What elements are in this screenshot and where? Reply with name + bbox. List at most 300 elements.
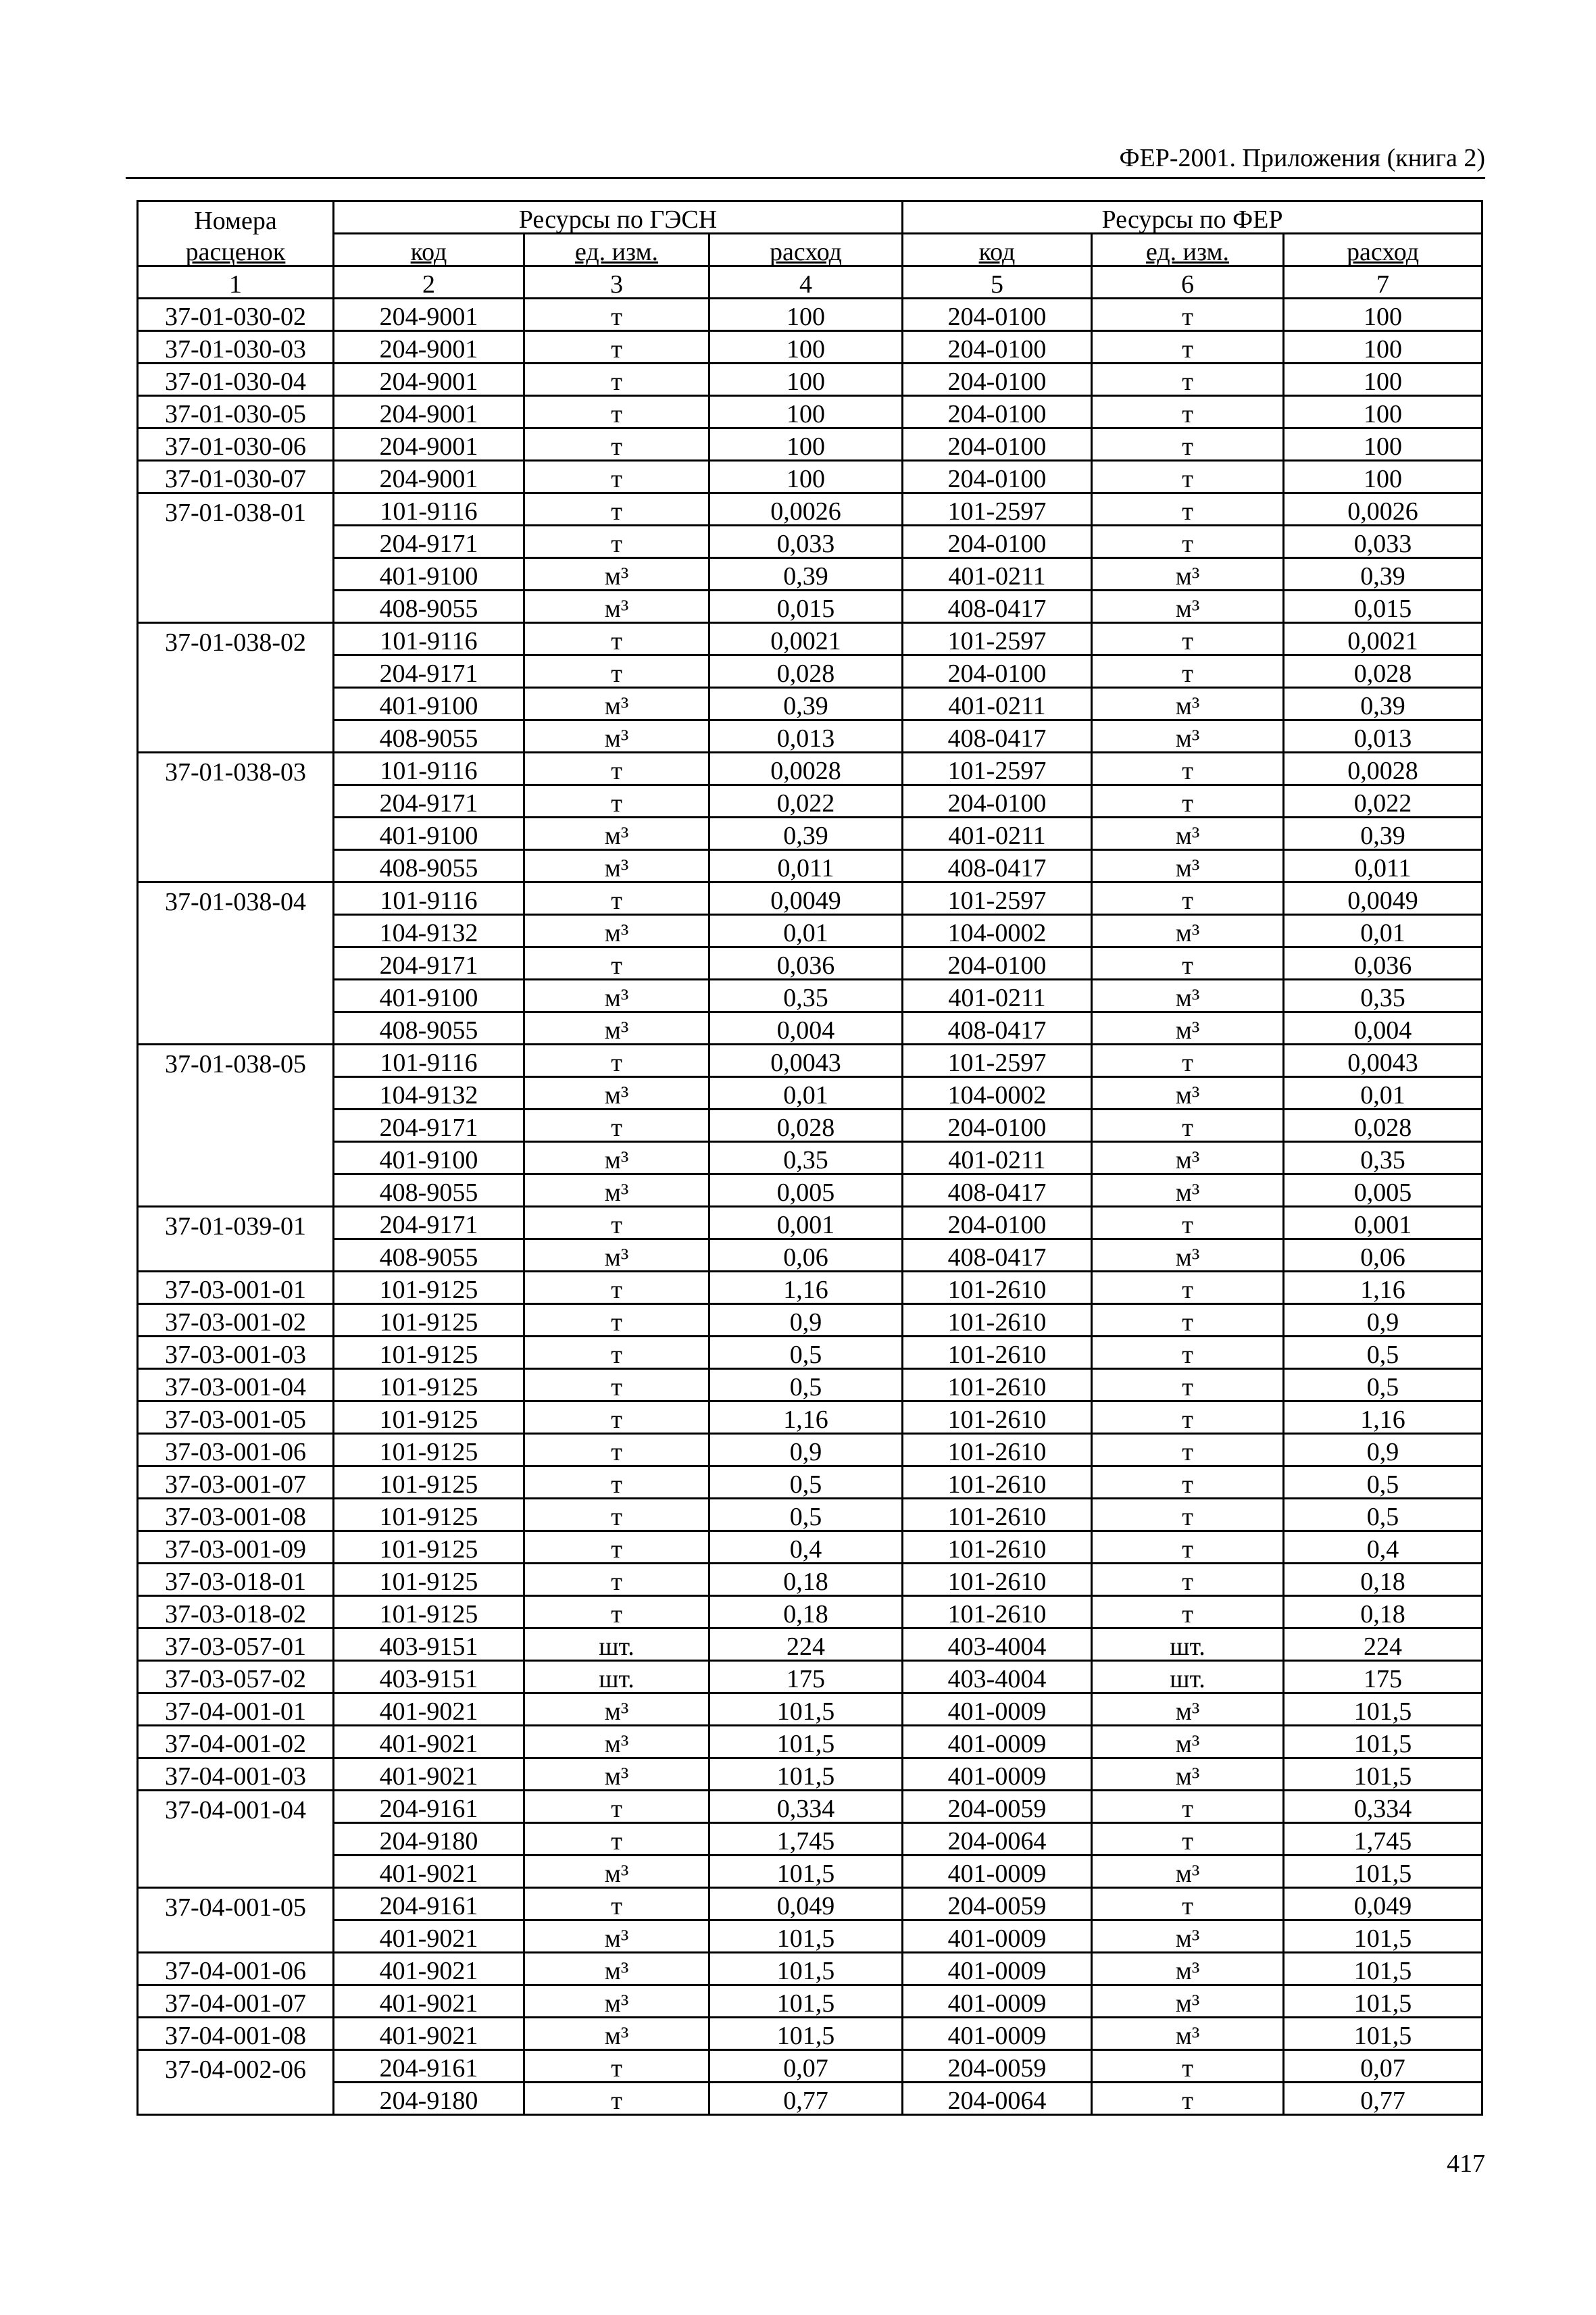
fer-unit-cell: т xyxy=(1092,1434,1284,1466)
gesn-amount-cell: 0,015 xyxy=(709,591,903,623)
gesn-unit-cell: т xyxy=(524,2083,709,2115)
header-gesn-code: код xyxy=(334,234,524,266)
table-row xyxy=(138,1499,1482,1531)
rate-number-cell: 37-01-030-05 xyxy=(138,396,334,428)
table-row xyxy=(138,1401,1482,1434)
gesn-unit-cell: т xyxy=(524,1207,709,1239)
fer-amount-cell: 101,5 xyxy=(1284,1758,1482,1791)
table-row xyxy=(138,461,1482,493)
fer-amount-cell: 0,01 xyxy=(1284,1077,1482,1110)
gesn-unit-cell: т xyxy=(524,1823,709,1856)
rate-number-cell: 37-04-001-04 xyxy=(138,1791,334,1823)
rate-number-cell: 37-03-057-01 xyxy=(138,1628,334,1661)
fer-code-cell: 204-0100 xyxy=(903,428,1092,461)
table-row xyxy=(138,1888,1482,1920)
gesn-unit-cell: т xyxy=(524,526,709,558)
rate-number-cell xyxy=(138,1920,334,1953)
gesn-code-cell: 401-9021 xyxy=(334,1693,524,1726)
fer-unit-cell: м³ xyxy=(1092,1239,1284,1272)
fer-unit-cell: т xyxy=(1092,396,1284,428)
gesn-amount-cell: 0,001 xyxy=(709,1207,903,1239)
gesn-amount-cell: 100 xyxy=(709,364,903,396)
fer-amount-cell: 0,0049 xyxy=(1284,882,1482,915)
gesn-amount-cell: 0,39 xyxy=(709,558,903,591)
fer-amount-cell: 101,5 xyxy=(1284,2018,1482,2050)
gesn-unit-cell: шт. xyxy=(524,1661,709,1693)
gesn-code-cell: 101-9125 xyxy=(334,1531,524,1564)
rate-number-cell: 37-03-018-01 xyxy=(138,1564,334,1596)
gesn-unit-cell: м³ xyxy=(524,688,709,720)
gesn-unit-cell: т xyxy=(524,1045,709,1077)
gesn-amount-cell: 0,77 xyxy=(709,2083,903,2115)
fer-code-cell: 204-0059 xyxy=(903,1888,1092,1920)
table-row xyxy=(138,1823,1482,1856)
column-number-4: 4 xyxy=(709,266,903,299)
header-number-line2: расценок xyxy=(138,234,334,266)
fer-amount-cell: 101,5 xyxy=(1284,1985,1482,2018)
gesn-code-cell: 408-9055 xyxy=(334,720,524,753)
fer-code-cell: 401-0009 xyxy=(903,1758,1092,1791)
rate-number-cell xyxy=(138,1110,334,1142)
fer-unit-cell: т xyxy=(1092,753,1284,785)
gesn-unit-cell: м³ xyxy=(524,558,709,591)
table-row xyxy=(138,1272,1482,1304)
table-row xyxy=(138,1012,1482,1045)
gesn-unit-cell: т xyxy=(524,1466,709,1499)
gesn-unit-cell: т xyxy=(524,947,709,980)
fer-amount-cell: 101,5 xyxy=(1284,1856,1482,1888)
gesn-amount-cell: 0,39 xyxy=(709,818,903,850)
table-row xyxy=(138,331,1482,364)
fer-unit-cell: т xyxy=(1092,1564,1284,1596)
rate-number-cell xyxy=(138,526,334,558)
fer-amount-cell: 0,35 xyxy=(1284,980,1482,1012)
rate-number-cell: 37-04-001-05 xyxy=(138,1888,334,1920)
rate-number-cell xyxy=(138,818,334,850)
gesn-amount-cell: 0,049 xyxy=(709,1888,903,1920)
fer-code-cell: 104-0002 xyxy=(903,915,1092,947)
fer-code-cell: 204-0100 xyxy=(903,526,1092,558)
fer-amount-cell: 0,005 xyxy=(1284,1174,1482,1207)
gesn-unit-cell: т xyxy=(524,785,709,818)
fer-unit-cell: м³ xyxy=(1092,1758,1284,1791)
column-number-1: 1 xyxy=(138,266,334,299)
gesn-code-cell: 204-9171 xyxy=(334,1207,524,1239)
rate-number-cell: 37-01-030-06 xyxy=(138,428,334,461)
gesn-code-cell: 101-9125 xyxy=(334,1369,524,1401)
fer-amount-cell: 0,5 xyxy=(1284,1499,1482,1531)
table-row xyxy=(138,947,1482,980)
table-row xyxy=(138,1077,1482,1110)
table-row xyxy=(138,2050,1482,2083)
column-number-6: 6 xyxy=(1092,266,1284,299)
fer-amount-cell: 0,0043 xyxy=(1284,1045,1482,1077)
table-row xyxy=(138,753,1482,785)
rate-number-cell: 37-03-001-01 xyxy=(138,1272,334,1304)
table-row xyxy=(138,785,1482,818)
gesn-code-cell: 101-9116 xyxy=(334,882,524,915)
fer-amount-cell: 0,9 xyxy=(1284,1304,1482,1337)
fer-amount-cell: 100 xyxy=(1284,299,1482,331)
fer-unit-cell: т xyxy=(1092,1499,1284,1531)
gesn-code-cell: 204-9001 xyxy=(334,461,524,493)
gesn-amount-cell: 101,5 xyxy=(709,2018,903,2050)
fer-amount-cell: 0,004 xyxy=(1284,1012,1482,1045)
rate-number-cell: 37-01-030-04 xyxy=(138,364,334,396)
gesn-amount-cell: 100 xyxy=(709,299,903,331)
gesn-unit-cell: т xyxy=(524,461,709,493)
gesn-unit-cell: т xyxy=(524,1272,709,1304)
fer-unit-cell: м³ xyxy=(1092,2018,1284,2050)
gesn-unit-cell: м³ xyxy=(524,1174,709,1207)
gesn-code-cell: 204-9171 xyxy=(334,655,524,688)
fer-amount-cell: 0,01 xyxy=(1284,915,1482,947)
fer-code-cell: 101-2610 xyxy=(903,1499,1092,1531)
gesn-code-cell: 204-9180 xyxy=(334,1823,524,1856)
gesn-unit-cell: м³ xyxy=(524,1077,709,1110)
fer-amount-cell: 0,07 xyxy=(1284,2050,1482,2083)
gesn-code-cell: 401-9100 xyxy=(334,980,524,1012)
gesn-code-cell: 408-9055 xyxy=(334,1239,524,1272)
table-row xyxy=(138,2018,1482,2050)
table-row xyxy=(138,364,1482,396)
fer-code-cell: 101-2610 xyxy=(903,1304,1092,1337)
rate-number-cell: 37-03-001-02 xyxy=(138,1304,334,1337)
fer-amount-cell: 0,001 xyxy=(1284,1207,1482,1239)
fer-unit-cell: м³ xyxy=(1092,1693,1284,1726)
gesn-amount-cell: 101,5 xyxy=(709,1758,903,1791)
gesn-amount-cell: 100 xyxy=(709,428,903,461)
fer-code-cell: 101-2610 xyxy=(903,1337,1092,1369)
fer-amount-cell: 0,18 xyxy=(1284,1596,1482,1628)
fer-unit-cell: шт. xyxy=(1092,1628,1284,1661)
gesn-code-cell: 101-9125 xyxy=(334,1337,524,1369)
gesn-code-cell: 104-9132 xyxy=(334,1077,524,1110)
table-row xyxy=(138,1207,1482,1239)
gesn-amount-cell: 0,07 xyxy=(709,2050,903,2083)
fer-unit-cell: м³ xyxy=(1092,1142,1284,1174)
gesn-amount-cell: 0,011 xyxy=(709,850,903,882)
table-row xyxy=(138,1693,1482,1726)
gesn-amount-cell: 0,35 xyxy=(709,980,903,1012)
fer-code-cell: 408-0417 xyxy=(903,1012,1092,1045)
table-row xyxy=(138,1045,1482,1077)
gesn-unit-cell: м³ xyxy=(524,1239,709,1272)
fer-code-cell: 101-2597 xyxy=(903,1045,1092,1077)
gesn-code-cell: 101-9125 xyxy=(334,1401,524,1434)
fer-unit-cell: т xyxy=(1092,331,1284,364)
fer-amount-cell: 1,16 xyxy=(1284,1401,1482,1434)
rate-number-cell xyxy=(138,1174,334,1207)
gesn-code-cell: 403-9151 xyxy=(334,1661,524,1693)
fer-amount-cell: 0,39 xyxy=(1284,688,1482,720)
rate-number-cell: 37-03-057-02 xyxy=(138,1661,334,1693)
gesn-amount-cell: 0,004 xyxy=(709,1012,903,1045)
fer-unit-cell: м³ xyxy=(1092,1726,1284,1758)
fer-unit-cell: т xyxy=(1092,1110,1284,1142)
fer-amount-cell: 0,9 xyxy=(1284,1434,1482,1466)
gesn-unit-cell: т xyxy=(524,364,709,396)
rate-number-cell: 37-01-038-05 xyxy=(138,1045,334,1077)
gesn-unit-cell: м³ xyxy=(524,1920,709,1953)
fer-unit-cell: т xyxy=(1092,299,1284,331)
rate-number-cell xyxy=(138,1856,334,1888)
gesn-code-cell: 401-9021 xyxy=(334,1985,524,2018)
rate-number-cell: 37-01-038-01 xyxy=(138,493,334,526)
gesn-unit-cell: т xyxy=(524,1791,709,1823)
rate-number-cell: 37-01-038-03 xyxy=(138,753,334,785)
rate-number-cell: 37-04-001-03 xyxy=(138,1758,334,1791)
gesn-amount-cell: 0,18 xyxy=(709,1564,903,1596)
table-row xyxy=(138,493,1482,526)
table-row xyxy=(138,1791,1482,1823)
gesn-amount-cell: 0,18 xyxy=(709,1596,903,1628)
rate-number-cell xyxy=(138,1823,334,1856)
gesn-unit-cell: м³ xyxy=(524,720,709,753)
table-row xyxy=(138,1596,1482,1628)
gesn-unit-cell: м³ xyxy=(524,1985,709,2018)
fer-unit-cell: м³ xyxy=(1092,688,1284,720)
gesn-unit-cell: т xyxy=(524,1434,709,1466)
rate-number-cell xyxy=(138,2083,334,2115)
fer-unit-cell: м³ xyxy=(1092,1856,1284,1888)
gesn-amount-cell: 0,01 xyxy=(709,1077,903,1110)
gesn-unit-cell: т xyxy=(524,1337,709,1369)
fer-unit-cell: т xyxy=(1092,655,1284,688)
gesn-amount-cell: 1,745 xyxy=(709,1823,903,1856)
rate-number-cell xyxy=(138,1142,334,1174)
gesn-code-cell: 101-9125 xyxy=(334,1564,524,1596)
fer-code-cell: 408-0417 xyxy=(903,591,1092,623)
fer-amount-cell: 1,16 xyxy=(1284,1272,1482,1304)
rate-number-cell: 37-04-001-08 xyxy=(138,2018,334,2050)
gesn-unit-cell: т xyxy=(524,1304,709,1337)
column-number-2: 2 xyxy=(334,266,524,299)
fer-code-cell: 204-0100 xyxy=(903,299,1092,331)
rate-number-cell xyxy=(138,947,334,980)
gesn-unit-cell: т xyxy=(524,753,709,785)
fer-unit-cell: м³ xyxy=(1092,1953,1284,1985)
rate-number-cell: 37-03-001-04 xyxy=(138,1369,334,1401)
gesn-unit-cell: т xyxy=(524,655,709,688)
rate-number-cell: 37-03-018-02 xyxy=(138,1596,334,1628)
fer-unit-cell: т xyxy=(1092,493,1284,526)
fer-unit-cell: т xyxy=(1092,364,1284,396)
gesn-amount-cell: 0,334 xyxy=(709,1791,903,1823)
fer-unit-cell: т xyxy=(1092,1596,1284,1628)
gesn-code-cell: 401-9100 xyxy=(334,818,524,850)
table-row xyxy=(138,850,1482,882)
fer-code-cell: 204-0059 xyxy=(903,2050,1092,2083)
gesn-amount-cell: 0,022 xyxy=(709,785,903,818)
gesn-amount-cell: 0,0049 xyxy=(709,882,903,915)
page-number: 417 xyxy=(1447,2149,1485,2178)
gesn-code-cell: 101-9125 xyxy=(334,1596,524,1628)
fer-unit-cell: т xyxy=(1092,1337,1284,1369)
rate-number-cell: 37-03-001-06 xyxy=(138,1434,334,1466)
gesn-unit-cell: м³ xyxy=(524,818,709,850)
rate-number-cell: 37-04-001-07 xyxy=(138,1985,334,2018)
table-row xyxy=(138,1985,1482,2018)
rate-number-cell: 37-03-001-03 xyxy=(138,1337,334,1369)
fer-unit-cell: шт. xyxy=(1092,1661,1284,1693)
gesn-code-cell: 204-9161 xyxy=(334,1888,524,1920)
fer-amount-cell: 101,5 xyxy=(1284,1726,1482,1758)
fer-code-cell: 408-0417 xyxy=(903,720,1092,753)
rate-number-cell xyxy=(138,720,334,753)
gesn-amount-cell: 101,5 xyxy=(709,1693,903,1726)
fer-amount-cell: 0,5 xyxy=(1284,1466,1482,1499)
gesn-amount-cell: 101,5 xyxy=(709,1920,903,1953)
fer-code-cell: 204-0100 xyxy=(903,396,1092,428)
fer-amount-cell: 0,35 xyxy=(1284,1142,1482,1174)
fer-amount-cell: 0,0021 xyxy=(1284,623,1482,655)
fer-code-cell: 204-0100 xyxy=(903,1110,1092,1142)
fer-unit-cell: т xyxy=(1092,428,1284,461)
rate-number-cell: 37-01-038-02 xyxy=(138,623,334,655)
header-fer-amount: расход xyxy=(1284,234,1482,266)
gesn-code-cell: 204-9171 xyxy=(334,1110,524,1142)
table-row xyxy=(138,1726,1482,1758)
gesn-code-cell: 401-9100 xyxy=(334,688,524,720)
fer-unit-cell: т xyxy=(1092,526,1284,558)
header-gesn-amount: расход xyxy=(709,234,903,266)
fer-unit-cell: т xyxy=(1092,1401,1284,1434)
fer-amount-cell: 0,5 xyxy=(1284,1369,1482,1401)
gesn-code-cell: 401-9100 xyxy=(334,1142,524,1174)
fer-amount-cell: 0,028 xyxy=(1284,655,1482,688)
rate-number-cell xyxy=(138,1012,334,1045)
rate-number-cell xyxy=(138,1077,334,1110)
gesn-amount-cell: 0,5 xyxy=(709,1337,903,1369)
fer-unit-cell: м³ xyxy=(1092,591,1284,623)
fer-unit-cell: м³ xyxy=(1092,850,1284,882)
gesn-code-cell: 401-9021 xyxy=(334,1726,524,1758)
fer-amount-cell: 175 xyxy=(1284,1661,1482,1693)
rate-number-cell xyxy=(138,558,334,591)
gesn-amount-cell: 0,5 xyxy=(709,1466,903,1499)
gesn-amount-cell: 0,033 xyxy=(709,526,903,558)
table-row xyxy=(138,980,1482,1012)
gesn-amount-cell: 100 xyxy=(709,461,903,493)
table-row xyxy=(138,1758,1482,1791)
fer-code-cell: 204-0064 xyxy=(903,1823,1092,1856)
gesn-amount-cell: 0,39 xyxy=(709,688,903,720)
gesn-amount-cell: 0,4 xyxy=(709,1531,903,1564)
table-row xyxy=(138,1434,1482,1466)
gesn-amount-cell: 101,5 xyxy=(709,1856,903,1888)
fer-code-cell: 403-4004 xyxy=(903,1628,1092,1661)
gesn-code-cell: 403-9151 xyxy=(334,1628,524,1661)
fer-unit-cell: т xyxy=(1092,1272,1284,1304)
fer-code-cell: 204-0100 xyxy=(903,947,1092,980)
fer-unit-cell: м³ xyxy=(1092,1985,1284,2018)
rate-number-cell: 37-03-001-07 xyxy=(138,1466,334,1499)
gesn-amount-cell: 101,5 xyxy=(709,1953,903,1985)
gesn-amount-cell: 101,5 xyxy=(709,1985,903,2018)
gesn-unit-cell: т xyxy=(524,623,709,655)
fer-amount-cell: 0,334 xyxy=(1284,1791,1482,1823)
gesn-unit-cell: м³ xyxy=(524,915,709,947)
rate-number-cell xyxy=(138,591,334,623)
gesn-code-cell: 101-9125 xyxy=(334,1304,524,1337)
fer-code-cell: 101-2610 xyxy=(903,1564,1092,1596)
fer-amount-cell: 0,0026 xyxy=(1284,493,1482,526)
rate-number-cell xyxy=(138,915,334,947)
table-row xyxy=(138,1174,1482,1207)
fer-unit-cell: т xyxy=(1092,1888,1284,1920)
header-rule xyxy=(126,177,1485,179)
fer-amount-cell: 0,39 xyxy=(1284,818,1482,850)
table-row xyxy=(138,1304,1482,1337)
gesn-code-cell: 204-9001 xyxy=(334,364,524,396)
fer-code-cell: 408-0417 xyxy=(903,1174,1092,1207)
fer-unit-cell: т xyxy=(1092,882,1284,915)
gesn-unit-cell: м³ xyxy=(524,1726,709,1758)
table-row xyxy=(138,299,1482,331)
gesn-code-cell: 401-9021 xyxy=(334,2018,524,2050)
gesn-code-cell: 204-9171 xyxy=(334,785,524,818)
fer-amount-cell: 0,036 xyxy=(1284,947,1482,980)
gesn-amount-cell: 0,0026 xyxy=(709,493,903,526)
gesn-code-cell: 408-9055 xyxy=(334,591,524,623)
table-row xyxy=(138,1564,1482,1596)
gesn-code-cell: 401-9021 xyxy=(334,1920,524,1953)
fer-code-cell: 101-2597 xyxy=(903,753,1092,785)
gesn-code-cell: 204-9001 xyxy=(334,396,524,428)
fer-amount-cell: 101,5 xyxy=(1284,1953,1482,1985)
table-row xyxy=(138,720,1482,753)
fer-code-cell: 408-0417 xyxy=(903,1239,1092,1272)
gesn-unit-cell: т xyxy=(524,1499,709,1531)
table-row xyxy=(138,818,1482,850)
fer-unit-cell: т xyxy=(1092,1791,1284,1823)
gesn-unit-cell: т xyxy=(524,1110,709,1142)
rate-number-cell xyxy=(138,850,334,882)
fer-amount-cell: 0,18 xyxy=(1284,1564,1482,1596)
fer-code-cell: 204-0100 xyxy=(903,1207,1092,1239)
fer-amount-cell: 224 xyxy=(1284,1628,1482,1661)
gesn-amount-cell: 0,35 xyxy=(709,1142,903,1174)
table-row xyxy=(138,1920,1482,1953)
fer-unit-cell: т xyxy=(1092,461,1284,493)
gesn-unit-cell: м³ xyxy=(524,1693,709,1726)
gesn-code-cell: 408-9055 xyxy=(334,850,524,882)
gesn-code-cell: 204-9001 xyxy=(334,331,524,364)
fer-code-cell: 204-0100 xyxy=(903,331,1092,364)
gesn-code-cell: 101-9116 xyxy=(334,1045,524,1077)
fer-amount-cell: 0,033 xyxy=(1284,526,1482,558)
fer-amount-cell: 1,745 xyxy=(1284,1823,1482,1856)
fer-code-cell: 401-0009 xyxy=(903,1693,1092,1726)
rate-number-cell: 37-04-002-06 xyxy=(138,2050,334,2083)
column-number-3: 3 xyxy=(524,266,709,299)
fer-code-cell: 204-0064 xyxy=(903,2083,1092,2115)
fer-unit-cell: м³ xyxy=(1092,1920,1284,1953)
gesn-code-cell: 401-9100 xyxy=(334,558,524,591)
fer-code-cell: 401-0211 xyxy=(903,558,1092,591)
gesn-code-cell: 101-9116 xyxy=(334,623,524,655)
table-row xyxy=(138,655,1482,688)
fer-unit-cell: т xyxy=(1092,1823,1284,1856)
header-number-line1: Номера xyxy=(138,201,334,234)
gesn-amount-cell: 1,16 xyxy=(709,1272,903,1304)
gesn-unit-cell: м³ xyxy=(524,1012,709,1045)
gesn-unit-cell: т xyxy=(524,493,709,526)
resource-table xyxy=(136,200,1483,2116)
gesn-code-cell: 101-9116 xyxy=(334,493,524,526)
fer-amount-cell: 100 xyxy=(1284,461,1482,493)
